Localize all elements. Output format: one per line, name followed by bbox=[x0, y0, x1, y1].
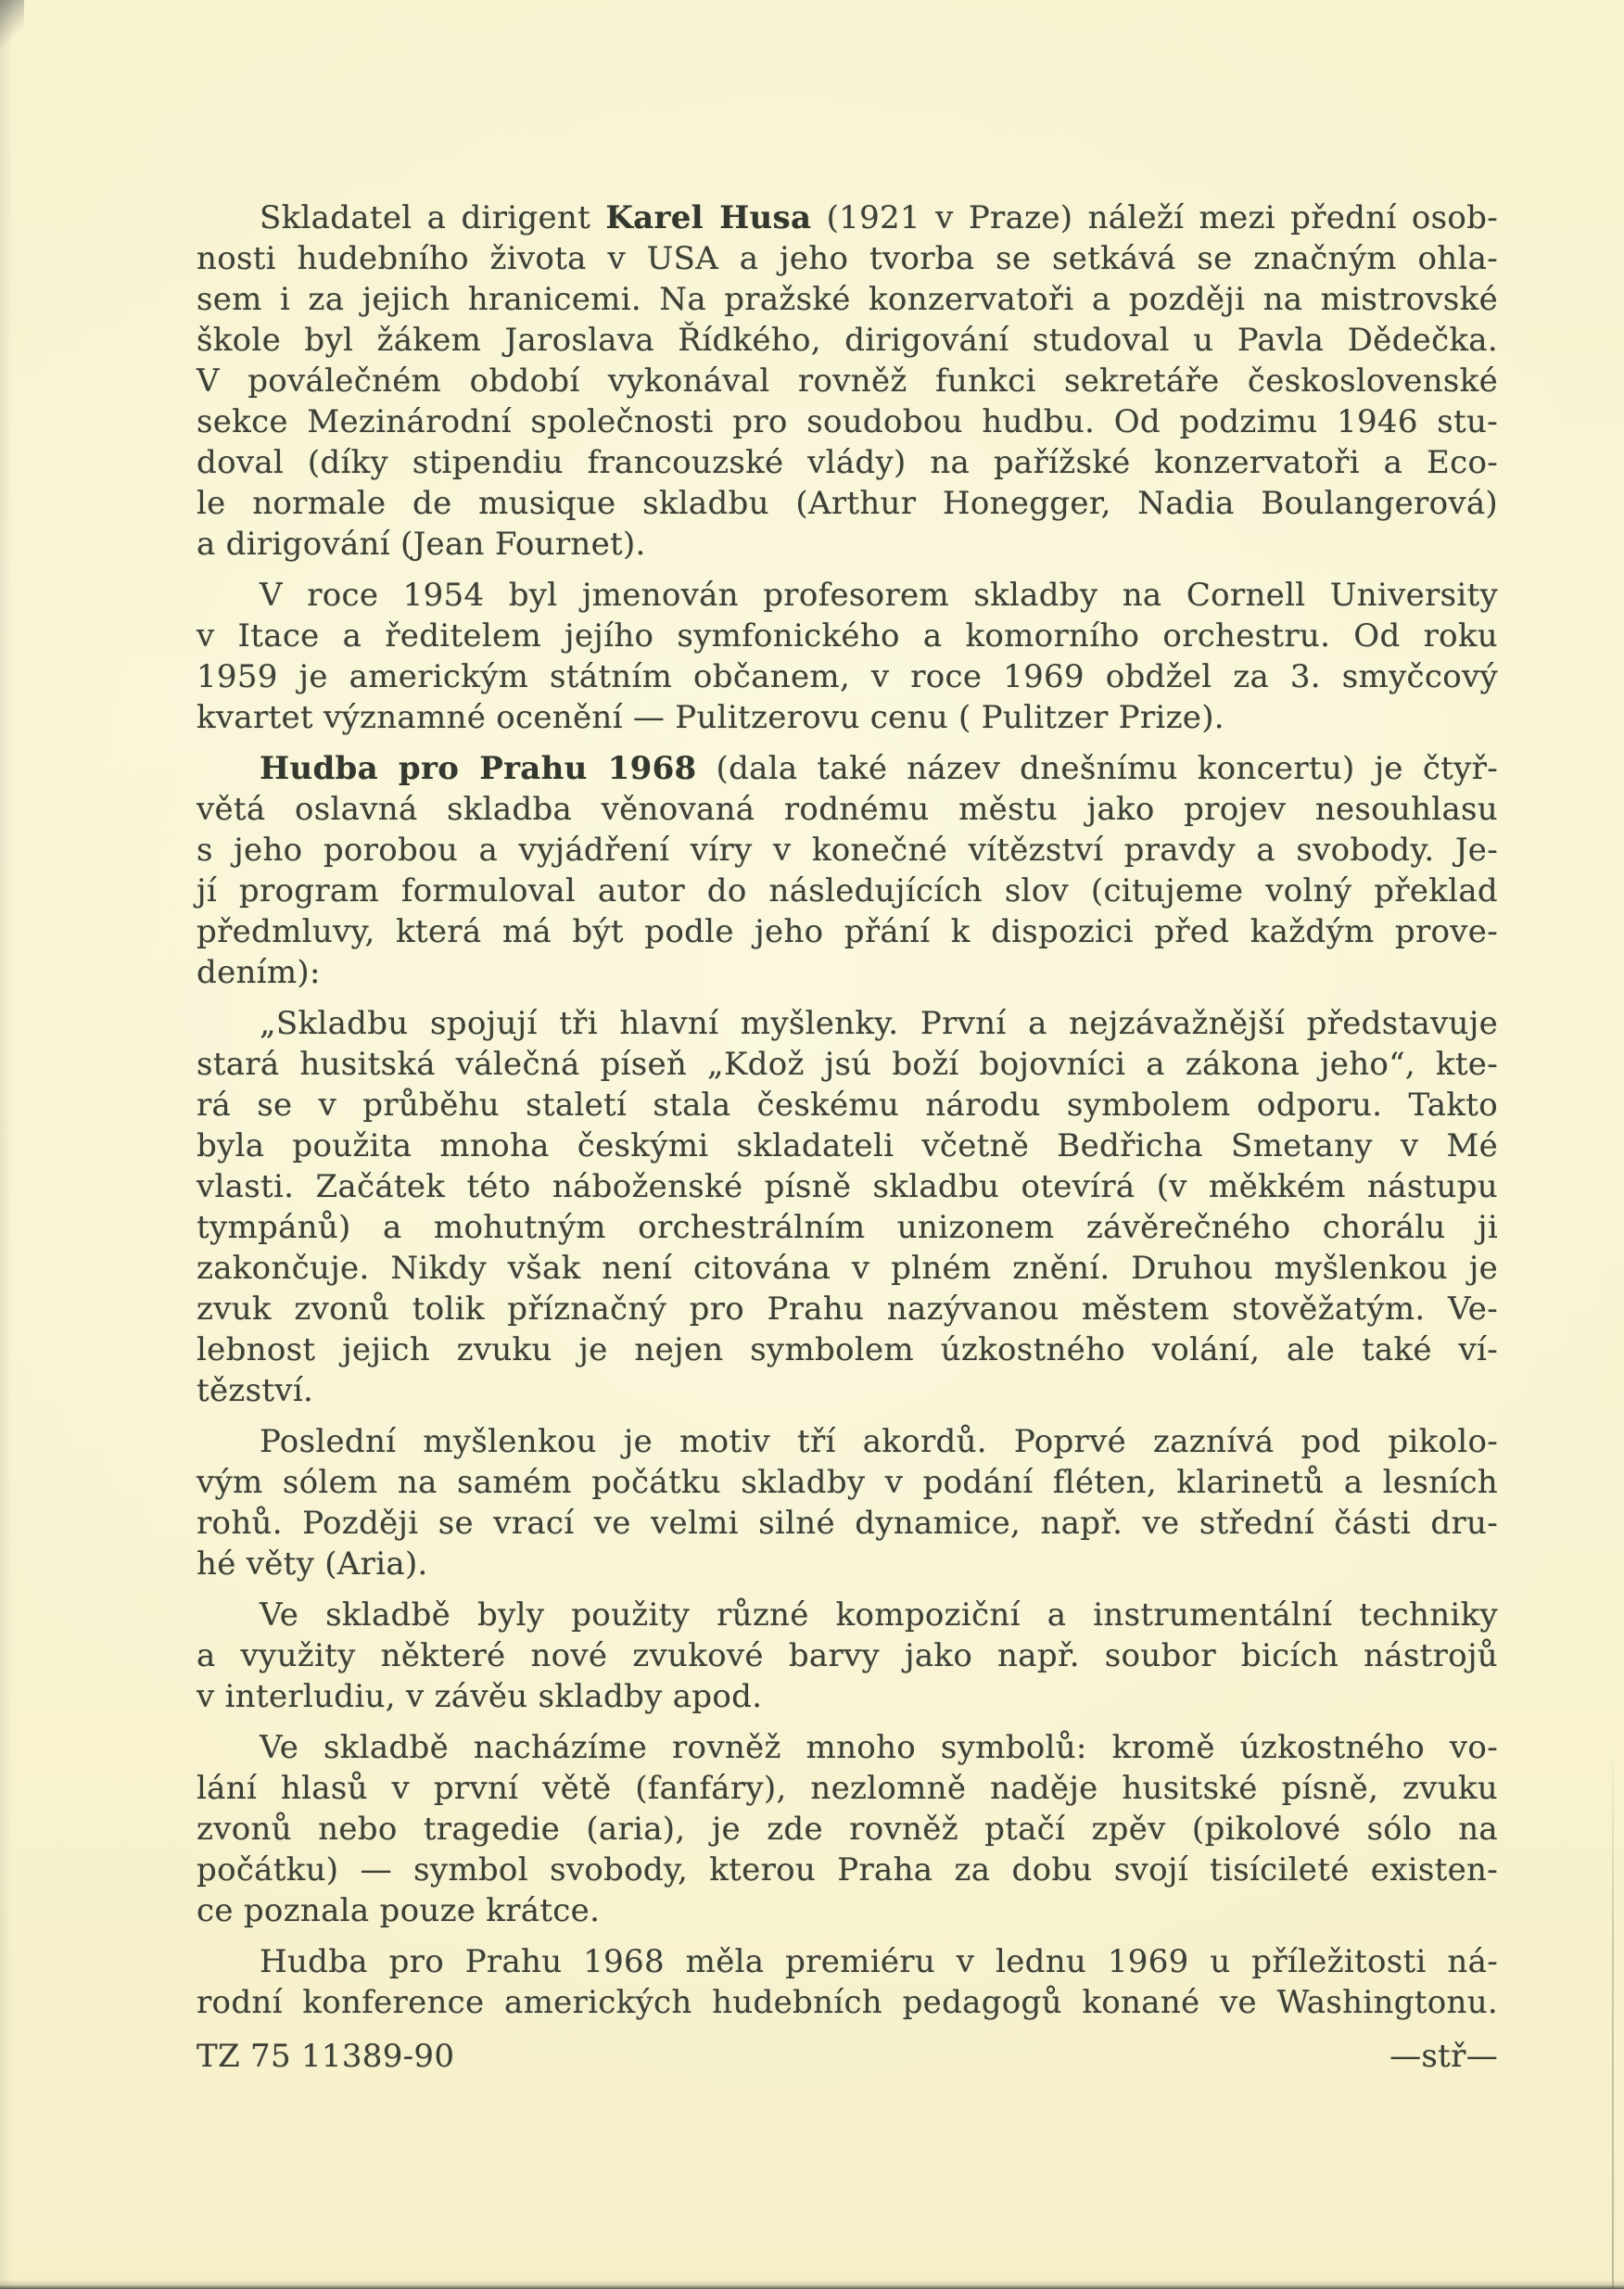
text-line bbox=[197, 1248, 1498, 1289]
scan-left-edge bbox=[0, 0, 13, 2289]
text-body bbox=[197, 197, 1498, 2023]
text-line bbox=[197, 1085, 1498, 1125]
text-line bbox=[197, 1329, 1498, 1370]
text-run: vlasti. Začátek této náboženské písně skladbu otevírá (v měkkém nástupu bbox=[197, 1168, 1498, 1205]
text-run: v Itace a ředitelem jejího symfonického a komorního orchestru. Od roku bbox=[197, 617, 1498, 655]
paragraph bbox=[197, 575, 1498, 738]
text-line bbox=[197, 1595, 1498, 1635]
text-run: (dala také název dnešnímu koncertu) je čtyř- bbox=[696, 750, 1498, 787]
text-line bbox=[197, 1850, 1498, 1890]
text-line bbox=[197, 1890, 1498, 1931]
text-line bbox=[197, 616, 1498, 656]
text-line bbox=[197, 1503, 1498, 1544]
text-line bbox=[197, 830, 1498, 871]
text-run: tympánů) a mohutným orchestrálním unizonem závěrečného chorálu ji bbox=[197, 1209, 1498, 1246]
text-line bbox=[197, 575, 1498, 616]
print-code: TZ 75 11389-90 bbox=[197, 2038, 455, 2075]
text-line bbox=[197, 1125, 1498, 1166]
text-run: 1959 je americkým státním občanem, v roce 1969 obdžel za 3. smyčcový bbox=[197, 658, 1498, 695]
text-line bbox=[197, 1676, 1498, 1717]
text-run: lání hlasů v první větě (fanfáry), nezlomně naděje husitské písně, zvuku bbox=[197, 1770, 1498, 1807]
text-line bbox=[197, 1462, 1498, 1503]
text-line bbox=[197, 952, 1498, 993]
turn-page-mark: —stř— bbox=[1389, 2038, 1498, 2075]
text-run: jí program formuloval autor do následujících slov (citujeme volný překlad bbox=[197, 872, 1498, 909]
text-run: rohů. Později se vrací ve velmi silné dynamice, např. ve střední části dru- bbox=[197, 1505, 1498, 1542]
text-run: Ve skladbě nacházíme rovněž mnoho symbolů: kromě úzkostného vo- bbox=[260, 1729, 1498, 1766]
text-line bbox=[197, 748, 1498, 789]
text-run: vým sólem na samém počátku skladby v podání fléten, klarinetů a lesních bbox=[197, 1464, 1498, 1501]
paragraph bbox=[197, 1595, 1498, 1717]
paragraph bbox=[197, 1727, 1498, 1931]
text-line bbox=[197, 1809, 1498, 1850]
paragraph bbox=[197, 1941, 1498, 2023]
text-run: V roce 1954 byl jmenován profesorem skladby na Cornell University bbox=[260, 577, 1498, 614]
text-run: zvonů nebo tragedie (aria), je zde rovněž ptačí zpěv (pikolové sólo na bbox=[197, 1811, 1498, 1848]
bold-text-run: Hudba pro Prahu 1968 bbox=[260, 750, 697, 787]
text-run: ce poznala pouze krátce. bbox=[197, 1892, 601, 1929]
text-line bbox=[197, 911, 1498, 952]
text-run: nosti hudebního života v USA a jeho tvorba se setkává se značným ohla- bbox=[197, 240, 1498, 277]
text-line bbox=[197, 401, 1498, 442]
text-line bbox=[197, 1370, 1498, 1411]
text-run: byla použita mnoha českými skladateli včetně Bedřicha Smetany v Mé bbox=[197, 1127, 1498, 1164]
text-line bbox=[197, 238, 1498, 279]
paragraph bbox=[197, 1003, 1498, 1411]
text-run: tězství. bbox=[197, 1372, 314, 1409]
text-run: dením): bbox=[197, 954, 321, 991]
text-run: škole byl žákem Jaroslava Řídkého, dirigování studoval u Pavla Dědečka. bbox=[197, 322, 1498, 359]
text-line bbox=[197, 1003, 1498, 1044]
paper-crease-line bbox=[1612, 1743, 1614, 2289]
text-run: a dirigování (Jean Fournet). bbox=[197, 526, 646, 563]
text-run: „Skladbu spojují tři hlavní myšlenky. První a nejzávažnější představuje bbox=[260, 1005, 1498, 1042]
paragraph bbox=[197, 748, 1498, 993]
text-run: (1921 v Praze) náleží mezi přední osob- bbox=[811, 199, 1498, 236]
text-run: stará husitská válečná píseň „Kdož jsú boží bojovníci a zákona jeho“, kte- bbox=[197, 1046, 1498, 1083]
text-line bbox=[197, 483, 1498, 524]
text-line bbox=[197, 1727, 1498, 1768]
text-run: kvartet významné ocenění — Pulitzerovu cenu ( Pulitzer Prize). bbox=[197, 699, 1224, 736]
text-line bbox=[197, 442, 1498, 483]
text-line bbox=[197, 1941, 1498, 1982]
text-run: lebnost jejich zvuku je nejen symbolem úzkostného volání, ale také ví- bbox=[197, 1331, 1498, 1368]
text-run: v interludiu, v závěu skladby apod. bbox=[197, 1678, 763, 1715]
text-run: le normale de musique skladbu (Arthur Honegger, Nadia Boulangerová) bbox=[197, 485, 1498, 522]
text-run: větá oslavná skladba věnovaná rodnému městu jako projev nesouhlasu bbox=[197, 791, 1498, 828]
paragraph bbox=[197, 197, 1498, 565]
text-line bbox=[197, 361, 1498, 401]
text-line bbox=[197, 524, 1498, 565]
text-line bbox=[197, 1044, 1498, 1085]
text-run: rodní konference amerických hudebních pedagogů konané ve Washingtonu. bbox=[197, 1984, 1498, 2021]
text-line bbox=[197, 1289, 1498, 1329]
text-line bbox=[197, 1166, 1498, 1207]
text-line bbox=[197, 1544, 1498, 1584]
paragraph bbox=[197, 1421, 1498, 1584]
text-run: s jeho porobou a vyjádření víry v konečné vítězství pravdy a svobody. Je- bbox=[197, 832, 1498, 869]
text-run: Hudba pro Prahu 1968 měla premiéru v lednu 1969 u příležitosti ná- bbox=[260, 1943, 1498, 1980]
text-line bbox=[197, 279, 1498, 320]
text-run: a využity některé nové zvukové barvy jako např. soubor bicích nástrojů bbox=[197, 1637, 1498, 1674]
text-run: počátku) — symbol svobody, kterou Praha za dobu svojí tisícileté existen- bbox=[197, 1851, 1498, 1888]
text-run: rá se v průběhu staletí stala českému národu symbolem odporu. Takto bbox=[197, 1087, 1498, 1124]
bold-text-run: Karel Husa bbox=[605, 199, 812, 236]
text-run: zvuk zvonů tolik příznačný pro Prahu nazývanou městem stověžatým. Ve- bbox=[197, 1291, 1498, 1328]
text-line bbox=[197, 197, 1498, 238]
text-line bbox=[197, 320, 1498, 361]
text-line bbox=[197, 871, 1498, 911]
text-line bbox=[197, 697, 1498, 738]
text-run: Ve skladbě byly použity různé kompoziční a instrumentální techniky bbox=[260, 1596, 1498, 1634]
text-run: hé věty (Aria). bbox=[197, 1545, 428, 1583]
text-run: předmluvy, která má být podle jeho přání k dispozici před každým prove- bbox=[197, 913, 1498, 950]
text-line bbox=[197, 656, 1498, 697]
text-line bbox=[197, 1982, 1498, 2023]
page-footer bbox=[197, 2036, 1498, 2077]
text-line bbox=[197, 789, 1498, 830]
text-line bbox=[197, 1421, 1498, 1462]
text-run: sekce Mezinárodní společnosti pro soudobou hudbu. Od podzimu 1946 stu- bbox=[197, 403, 1498, 440]
text-run: Skladatel a dirigent bbox=[260, 199, 606, 236]
text-run: doval (díky stipendiu francouzské vlády) na pařížské konzervatoři a Eco- bbox=[197, 444, 1498, 481]
text-run: V poválečném období vykonával rovněž funkci sekretáře československé bbox=[197, 362, 1498, 400]
text-run: zakončuje. Nikdy však není citována v plném znění. Druhou myšlenkou je bbox=[197, 1250, 1498, 1287]
text-line bbox=[197, 1635, 1498, 1676]
paper-bottom-edge bbox=[0, 2280, 1624, 2289]
text-run: Poslední myšlenkou je motiv tří akordů. Poprvé zaznívá pod pikolo- bbox=[260, 1423, 1498, 1460]
text-line bbox=[197, 1768, 1498, 1809]
text-run: sem i za jejich hranicemi. Na pražské konzervatoři a později na mistrovské bbox=[197, 281, 1498, 318]
text-line bbox=[197, 1207, 1498, 1248]
